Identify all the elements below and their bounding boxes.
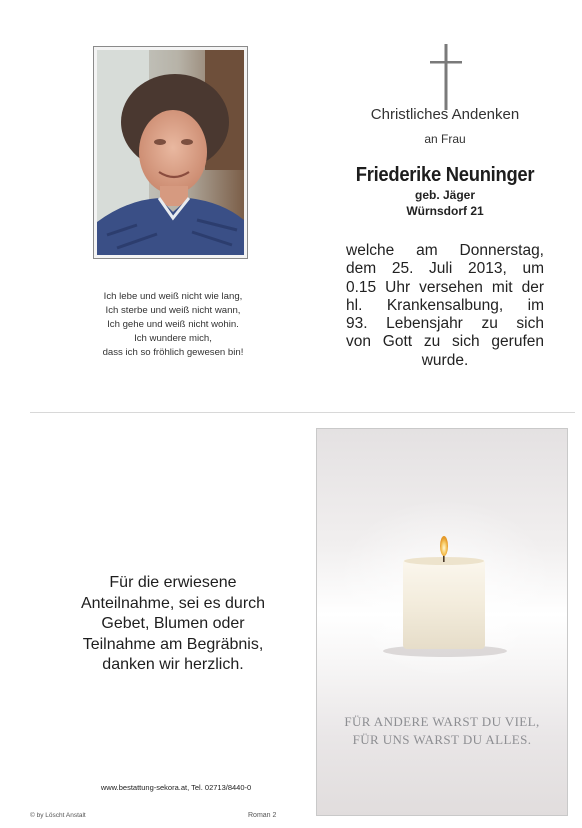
thanks-line: danken wir herzlich.	[102, 656, 244, 673]
funeral-home-contact: www.bestattung-sekora.at, Tel. 02713/8440-0	[100, 783, 252, 792]
thanks-line: Teilnahme am Begräbnis,	[82, 635, 264, 653]
thanks-line: Für die erwiesene	[109, 574, 237, 591]
card-heading: Christliches Andenken	[370, 106, 520, 123]
address: Würnsdorf 21	[406, 204, 484, 218]
poem-line: Ich wundere mich,	[134, 333, 212, 344]
portrait-image	[97, 50, 244, 255]
obituary-text	[346, 242, 544, 370]
obituary-line: hl. Krankensalbung, im	[346, 296, 544, 314]
obituary-line: von Gott zu sich gerufen	[346, 333, 544, 351]
deceased-name: Friederike Neuninger	[355, 164, 535, 186]
obituary-line: welche am Donnerstag,	[346, 242, 544, 259]
maiden-name: geb. Jäger	[414, 188, 476, 202]
obituary-line: 0.15 Uhr versehen mit der	[346, 278, 544, 296]
poem	[60, 290, 286, 360]
candle-card	[316, 428, 568, 816]
poem-line: Ich sterbe und weiß nicht wann,	[105, 305, 241, 316]
portrait-photo	[97, 50, 244, 255]
quote-line: FÜR ANDERE WARST DU VIEL,	[344, 714, 540, 729]
candle-illustration	[317, 429, 567, 815]
card-sub-heading: an Frau	[424, 132, 466, 146]
poem-line: dass ich so fröhlich gewesen bin!	[102, 347, 244, 358]
quote-line: FÜR UNS WARST DU ALLES.	[352, 732, 532, 747]
poem-line: Ich lebe und weiß nicht wie lang,	[103, 291, 243, 302]
obituary-line: 93. Lebensjahr zu sich	[346, 315, 544, 333]
fold-line	[30, 412, 575, 413]
thanks-line: Anteilnahme, sei es durch	[80, 594, 266, 612]
portrait-photo-frame	[93, 46, 248, 259]
poem-line: Ich gehe und weiß nicht wohin.	[107, 319, 239, 330]
thanks-text	[58, 573, 288, 676]
cross-icon	[428, 44, 464, 110]
obituary-line: dem 25. Juli 2013, um	[346, 260, 544, 278]
thanks-line: Gebet, Blumen oder	[101, 615, 245, 632]
print-credit: © by Löscht Anstalt	[30, 812, 86, 819]
card-model: Roman 2	[248, 812, 277, 819]
memorial-quote	[318, 713, 566, 749]
obituary-line: wurde.	[421, 351, 469, 369]
